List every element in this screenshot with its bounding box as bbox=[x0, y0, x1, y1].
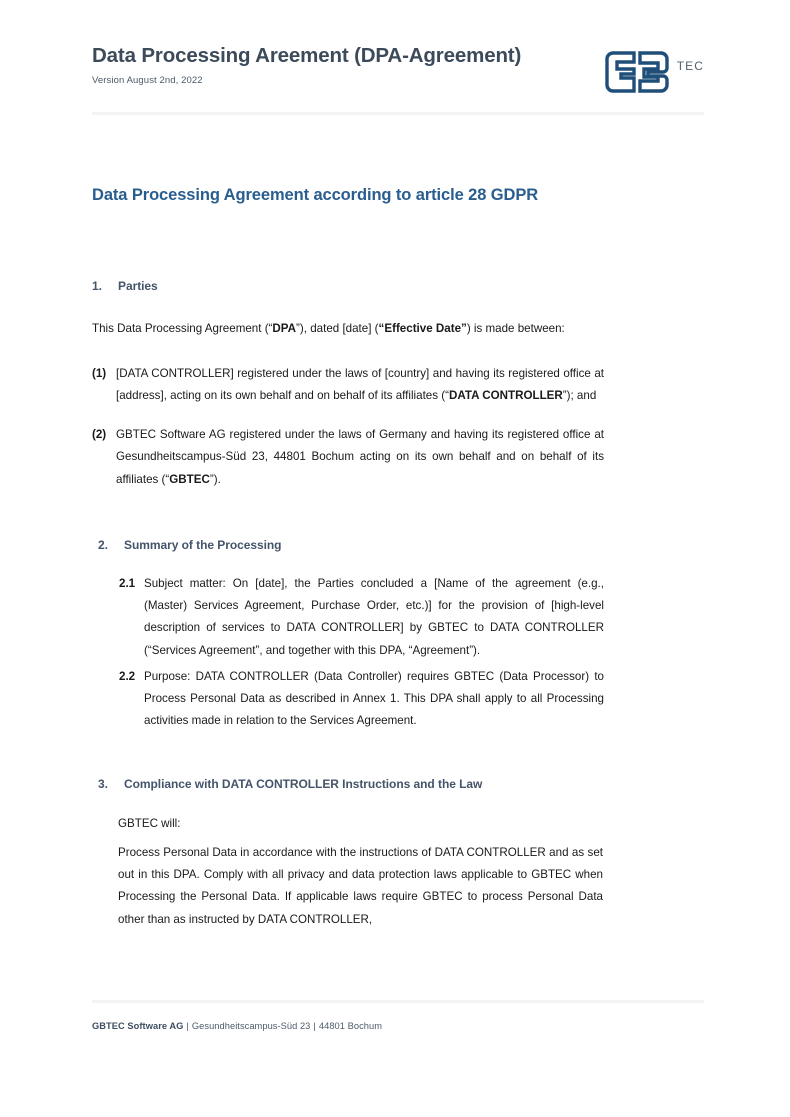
document-body bbox=[92, 140, 604, 931]
section-number: 1. bbox=[92, 279, 102, 294]
logo-wordmark: TEC bbox=[676, 59, 704, 73]
party-text: [DATA CONTROLLER] registered under the laws of [country] and having its registered office at [address], acting on its own behalf and on behalf of its affiliates (“DATA CONTROLLER”); and bbox=[116, 366, 604, 402]
document-title: Data Processing Areement (DPA-Agreement) bbox=[92, 44, 522, 67]
footer-street: Gesundheitscampus-Süd 23 bbox=[191, 1021, 311, 1031]
section-heading bbox=[98, 538, 604, 552]
clause-marker: 2.2 bbox=[119, 669, 136, 683]
section-summary bbox=[92, 538, 604, 733]
compliance-lead-in: GBTEC will: bbox=[118, 816, 181, 830]
clause-2-2 bbox=[119, 666, 604, 733]
section-number: 3. bbox=[98, 776, 108, 791]
footer-sep-2: | bbox=[313, 1021, 316, 1031]
section-title: Parties bbox=[118, 279, 158, 294]
clause-text: Purpose: DATA CONTROLLER (Data Controller) requires GBTEC (Data Processor) to Process Personal Data as described in Annex 1. This DPA shall apply to all Processing activities made in relation to the Services Agreement. bbox=[144, 669, 604, 728]
section-heading bbox=[98, 777, 604, 791]
section-title: Compliance with DATA CONTROLLER Instructions and the Law bbox=[124, 776, 483, 791]
header-divider bbox=[92, 112, 704, 115]
gbtec-logo-icon bbox=[604, 50, 670, 94]
party-item-1 bbox=[92, 363, 604, 408]
party-item-2 bbox=[92, 424, 604, 491]
clause-marker: 2.1 bbox=[119, 576, 136, 590]
page-title: Data Processing Agreement according to article 28 GDPR bbox=[92, 186, 539, 204]
section-parties bbox=[92, 279, 604, 491]
gbtec-logo bbox=[604, 40, 704, 94]
footer-divider bbox=[92, 1000, 704, 1003]
paragraph-intro: This Data Processing Agreement (“DPA”), dated [date] (“Effective Date”) is made between: bbox=[92, 322, 565, 336]
footer-sep-1: | bbox=[186, 1021, 189, 1031]
compliance-text: Process Personal Data in accordance with the instructions of DATA CONTROLLER and as set out in this DPA. Comply with all privacy and data protection laws applicable to GBTEC when Processing the Personal Data. If applicable laws require GBTEC to process Personal Data other than as instructed by DATA CONTROLLER, bbox=[118, 845, 603, 926]
party-marker: (2) bbox=[92, 428, 107, 442]
section-heading bbox=[92, 279, 604, 293]
footer-company: GBTEC Software AG bbox=[92, 1021, 184, 1031]
party-marker: (1) bbox=[92, 366, 107, 380]
section-number: 2. bbox=[98, 537, 108, 552]
header-text-block bbox=[92, 40, 521, 86]
section-title: Summary of the Processing bbox=[124, 537, 282, 552]
document-version: Version August 2nd, 2022 bbox=[92, 74, 203, 86]
page-footer bbox=[92, 1021, 382, 1031]
clause-2-1 bbox=[119, 573, 604, 662]
clause-text: Subject matter: On [date], the Parties concluded a [Name of the agreement (e.g., (Master) Services Agreement, Purchase Order, etc.)] for the provision of [high-level description of services to DATA CONTROLLER] by GBTEC to DATA CONTROLLER (“Services Agreement”, and together with this DPA, “Agreement”). bbox=[144, 576, 604, 657]
party-text: GBTEC Software AG registered under the laws of Germany and having its registered office at Gesundheitscampus-Süd 23, 44801 Bochum acting on its own behalf and on behalf of its affiliates (“GBTEC”). bbox=[116, 428, 604, 486]
page-header bbox=[0, 0, 790, 118]
section-compliance bbox=[92, 777, 604, 931]
footer-city: 44801 Bochum bbox=[318, 1021, 383, 1031]
